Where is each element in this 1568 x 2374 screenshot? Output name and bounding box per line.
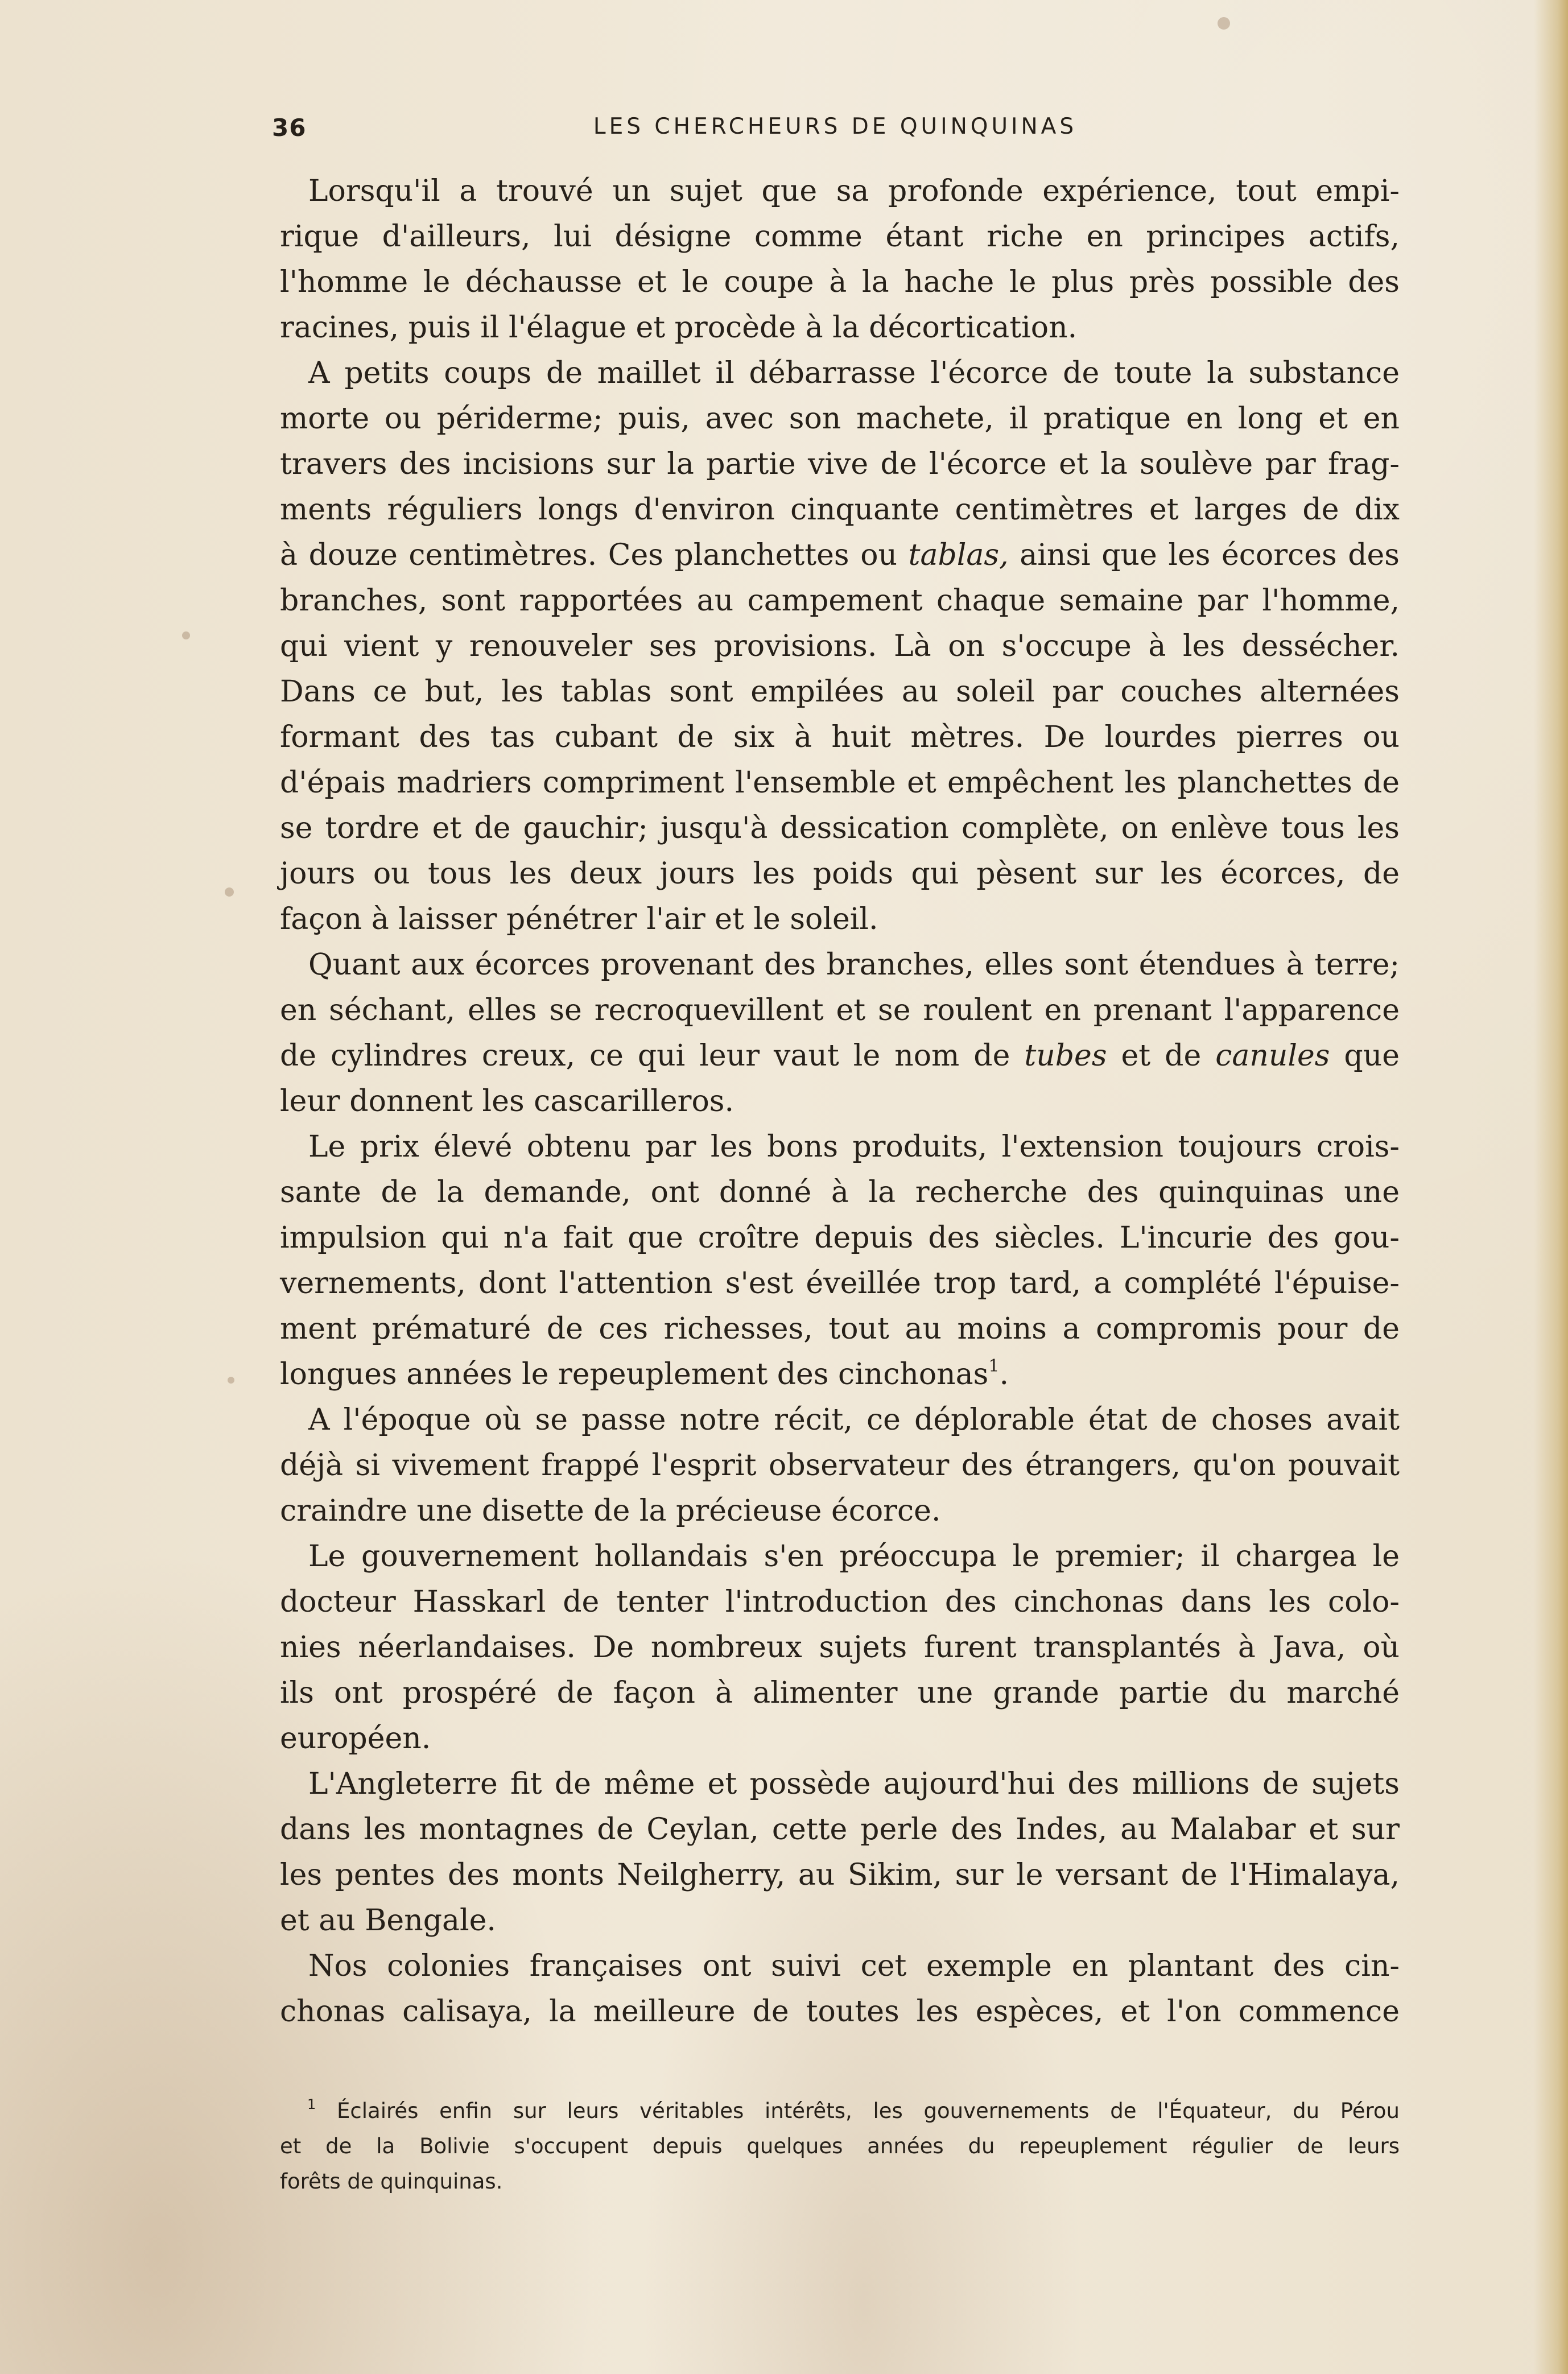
text-line: déjà si vivement frappé l'esprit observateur des étrangers, qu'on pouvait [280,1448,1400,1483]
text-line: en séchant, elles se recroquevillent et se roulent en prenant l'apparence [280,993,1400,1027]
text-run: à douze centimètres. Ces planchettes ou [280,538,909,572]
paragraph [280,168,1400,350]
text-line: jours ou tous les deux jours les poids qui pèsent sur les écorces, de [280,857,1400,891]
text-run: Éclairés enfin sur leurs véritables intérêts, les gouvernements de l'Équateur, du Pérou [337,2099,1400,2123]
paragraph [280,350,1400,942]
text-line: A l'époque où se passe notre récit, ce déplorable état de choses avait [308,1403,1400,1437]
text-line: ment prématuré de ces richesses, tout au moins a compromis pour de [280,1312,1400,1346]
text-line: d'épais madriers compriment l'ensemble et empêchent les planchettes de [280,766,1400,800]
text-line: Lorsqu'il a trouvé un sujet que sa profonde expérience, tout empi- [308,174,1400,208]
footnote-line: forêts de quinquinas. [280,2169,503,2194]
footnote-marker: 1 [307,2096,316,2112]
text-line [280,1352,1400,1397]
text-line: craindre une disette de la précieuse écorce. [280,1494,941,1528]
text-line: Dans ce but, les tablas sont empilées au soleil par couches alternées [280,675,1400,709]
text-line: chonas calisaya, la meilleure de toutes les espèces, et l'on commence [280,1995,1400,2029]
paragraph [280,942,1400,1124]
text-line: morte ou périderme; puis, avec son machete, il pratique en long et en [280,402,1400,436]
foxing-spot [228,1377,234,1384]
text-line: leur donnent les cascarilleros. [280,1084,735,1118]
text-line: impulsion qui n'a fait que croître depuis des siècles. L'incurie des gou- [280,1221,1400,1255]
text-line [280,532,1400,578]
italic-term: canules [1215,1039,1330,1073]
paragraph [280,1397,1400,1534]
text-line: docteur Hasskarl de tenter l'introduction des cinchonas dans les colo- [280,1585,1400,1619]
body-text [280,168,1400,2034]
text-line [280,1033,1400,1079]
text-line: l'homme le déchausse et le coupe à la hache le plus près possible des [280,265,1400,299]
text-run: longues années le repeuplement des cinchonas [280,1357,989,1392]
italic-term: tablas, [908,538,1009,572]
paragraph [280,1761,1400,1943]
text-line: sante de la demande, ont donné à la recherche des quinquinas une [280,1175,1400,1209]
paragraph [280,1943,1400,2034]
text-line: ments réguliers longs d'environ cinquante centimètres et larges de dix [280,493,1400,527]
text-run: et de [1107,1039,1216,1073]
text-line: façon à laisser pénétrer l'air et le soleil. [280,902,878,936]
footnote [280,2094,1400,2199]
page-edge-shadow [1534,0,1568,2374]
text-run: que [1330,1039,1400,1073]
text-line: branches, sont rapportées au campement chaque semaine par l'homme, [280,584,1400,618]
foxing-spot [225,887,234,897]
text-line: européen. [280,1721,431,1756]
text-line: vernements, dont l'attention s'est éveillée trop tard, a complété l'épuise- [280,1266,1400,1300]
italic-term: tubes [1024,1039,1107,1073]
text-line: dans les montagnes de Ceylan, cette perle des Indes, au Malabar et sur [280,1813,1400,1847]
text-line: ils ont prospéré de façon à alimenter une grande partie du marché [280,1676,1400,1710]
running-title: LES CHERCHEURS DE QUINQUINAS [593,114,1078,139]
text-line: nies néerlandaises. De nombreux sujets furent transplantés à Java, où [280,1630,1400,1665]
text-line: rique d'ailleurs, lui désigne comme étant riche en principes actifs, [280,220,1400,254]
text-line: formant des tas cubant de six à huit mètres. De lourdes pierres ou [280,720,1400,754]
text-line: A petits coups de maillet il débarrasse l'écorce de toute la substance [308,356,1400,390]
text-run: ainsi que les écorces des [1008,538,1400,572]
text-line: se tordre et de gauchir; jusqu'à dessication complète, on enlève tous les [280,811,1400,845]
text-line: Nos colonies françaises ont suivi cet exemple en plantant des cin- [308,1949,1400,1983]
text-line: Quant aux écorces provenant des branches, elles sont étendues à terre; [308,948,1400,982]
text-line: les pentes des monts Neilgherry, au Sikim, sur le versant de l'Himalaya, [280,1858,1400,1892]
text-line: qui vient y renouveler ses provisions. Là on s'occupe à les dessécher. [280,629,1400,663]
text-run: de cylindres creux, ce qui leur vaut le nom de [280,1039,1025,1073]
foxing-spot [182,631,190,639]
text-line: L'Angleterre fit de même et possède aujourd'hui des millions de sujets [308,1767,1400,1801]
text-line: travers des incisions sur la partie vive de l'écorce et la soulève par frag- [280,447,1400,481]
text-line: et au Bengale. [280,1904,496,1938]
paragraph [280,1534,1400,1761]
footnote-line [280,2094,1400,2129]
page-number: 36 [272,114,307,142]
text-line: racines, puis il l'élague et procède à la décortication. [280,311,1078,345]
footnote-line: et de la Bolivie s'occupent depuis quelques années du repeuplement régulier de leurs [280,2134,1400,2158]
text-line: Le prix élevé obtenu par les bons produits, l'extension toujours crois- [308,1130,1400,1164]
foxing-spot [1218,17,1230,30]
text-line: Le gouvernement hollandais s'en préoccupa le premier; il chargea le [308,1539,1400,1574]
footnote-marker: 1 [988,1356,1000,1376]
text-run: . [999,1357,1009,1392]
running-header [272,114,1398,150]
paragraph [280,1124,1400,1397]
